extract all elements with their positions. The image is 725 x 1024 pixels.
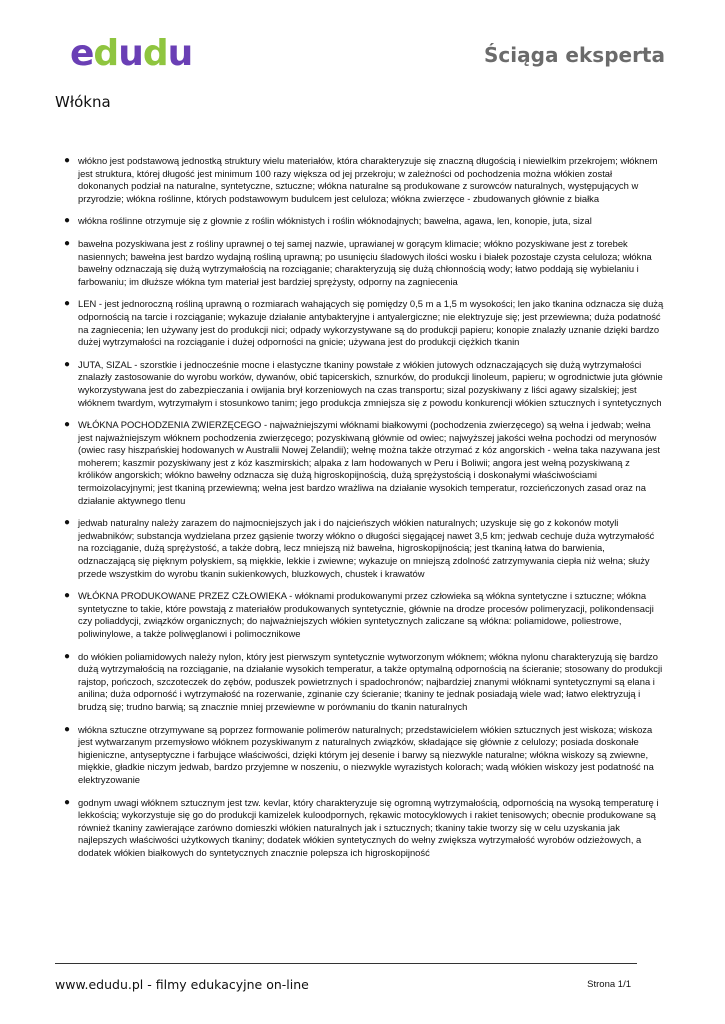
list-item-text: do włókien poliamidowych należy nylon, który jest pierwszym syntetycznie wytworzonym włóknem; włókna nylonu charakteryzują się bardzo dużą wytrzymałością na rozciąganie, na działanie wysokich temperatur, a także optymalną odpornością na ścieranie; stosowany do produkcji rajstop, pończoch, szczoteczek do zębów, poduszek powietrznych i spadochronów; najbardziej znanymi włóknami syntetycznymi są elana i anilina; duża odporność i wytrzymałość na rozerwanie, zginanie czy ścieranie; tkaniny te jednak posiadają wiele wad; łatwo elektryzują i brudzą się; trudno barwią; są znacznie mniej przewiewne w porównaniu do tkanin naturalnych — [78, 650, 663, 712]
bullet-list — [64, 155, 664, 860]
list-item — [64, 797, 664, 860]
list-item — [64, 215, 664, 228]
list-item-text: JUTA, SIZAL - szorstkie i jednocześnie mocne i elastyczne tkaniny powstałe z włókien jutowych odznaczających się dużą wytrzymałości znalazły zastosowanie do wyrobu worków, dywanów, obić tapicerskich, sznurków, do produkcji linoleum, papieru; w ogrodnictwie juta głównie wykorzystywana jest do zabezpieczania i owijania brył korzeniowych na czas transportu; sizal pozyskiwany z liści agawy sizalskiej; jest włóknem twardym, wytrzymałym i stosunkowo tanim; jego produkcja zmniejsza się z powodu konkurencji włókien sztucznych i syntetycznych — [78, 358, 663, 408]
bullet-icon: ● — [64, 796, 71, 808]
content — [64, 155, 664, 870]
bullet-icon: ● — [64, 419, 71, 431]
bullet-icon: ● — [64, 723, 71, 735]
list-item-text: bawełna pozyskiwana jest z rośliny uprawnej o tej samej nazwie, uprawianej w gorącym klimacie; włókno pozyskiwane jest z torebek nasiennych; bawełna jest bardzo wydajną rośliną uprawną; po usunięciu śladowych ilości wosku i białek pozostaje czysta celuloza; włókna bawełny odznaczają się dużą wytrzymałością na rozciąganie; charakteryzują się dużą chłonnością wody; łatwo poddają się wybielaniu i farbowaniu; im dłuższe włókna tym materiał jest bardziej sprężysty, odporny na zagniecenia — [78, 237, 652, 287]
list-item-text: LEN - jest jednoroczną rośliną uprawną o rozmiarach wahających się pomiędzy 0,5 m a 1,5 m wysokości; len jako tkanina odznacza się dużą odpornością na tarcie i rozciąganie; wykazuje działanie antybakteryjne i antyalergiczne; nie elektryzuje się; jest przewiewna; duża podatność na zagniecenia; len używany jest do produkcji nici; odpady wykorzystywane są do produkcji papieru; konopie znalazły uznanie dzięki bardzo dużej wytrzymałości na rozciąganie i dużej odporności na gnicie; używana jest do produkcji ciężkich tkanin — [78, 298, 664, 348]
bullet-icon: ● — [64, 298, 71, 310]
list-item-text: WŁÓKNA POCHODZENIA ZWIERZĘCEGO - najważniejszymi włóknami białkowymi (pochodzenia zwierzęcego) są wełna i jedwab; wełna jest najważniejszym włóknem pochodzenia zwierzęcego; pozyskiwaną głównie od owiec; najwyższej jakości wełna pochodzi od merynosów (owiec rasy hiszpańskiej hodowanych w Australii Nowej Zelandii); wełnę można także otrzymać z kóz angorskich - wełna taka nazywana jest moherem; kaszmir pozyskiwany jest z kóz kaszmirskich; alpaka z lam hodowanych w Peru i Boliwii; angora jest wełną pozyskiwaną z królików angorskich; włókno bawełny odznacza się dużą higroskopijnością, dużą sprężystością i doskonałymi właściwościami termoizolacyjnymi; jest tkaniną przewiewną; wełna jest bardzo wrażliwa na działanie wysokich temperatur, rozcieńczonych zasad oraz na działanie aktywnego tlenu — [78, 419, 661, 506]
list-item-text: włókna roślinne otrzymuje się z głownie z roślin włóknistych i roślin włóknodajnych; bawełna, agawa, len, konopie, juta, sizal — [78, 215, 592, 227]
list-item — [64, 359, 664, 409]
logo-letter: u — [118, 33, 143, 74]
list-item — [64, 651, 664, 714]
footer-divider — [55, 963, 637, 964]
list-item — [64, 517, 664, 580]
list-item-text: jedwab naturalny należy zarazem do najmocniejszych jak i do najcieńszych włókien naturalnych; uzyskuje się go z kokonów motyli jedwabników; substancja wydzielana przez gąsienie tworzy włókno o długości sięgającej nawet 3,5 km; jedwab cechuje duża wytrzymałość na rozciąganie, dużą sprężystość, a także dobrą, lecz mniejszą niż bawełna, higroskopijnością; jest tkaniną łatwa do barwienia, odznaczającą się pięknym połyskiem, są miękkie, lekkie i zwiewne; wykazuje on mniejszą zdolność zatrzymywania ciepła niż wełna; służy przede wszystkim do wyrobu tkanin sukienkowych, bluzkowych, chustek i krawatów — [78, 517, 655, 579]
logo-letter: d — [142, 33, 168, 74]
list-item-text: włókna sztuczne otrzymywane są poprzez formowanie polimerów naturalnych; przedstawicielem włókien sztucznych jest wiskoza; wiskoza jest wytwarzanym przemysłowo włóknem pozyskiwanym z naturalnych związków, składające się głównie z celulozy; posiada doskonałe higieniczne, antyseptyczne i farbujące właściwości, dzięki którym jej desenie i barwy są niezwykle naturalne; włókna wiskozy są zwiewne, miękkie, gładkie niczym jedwab, bardzo przyjemne w noszeniu, o niezwykle wyrazistych kolorach; wadą włókien wiskozy jest podatność na elektryzowanie — [78, 723, 654, 785]
list-item — [64, 298, 664, 348]
bullet-icon: ● — [64, 590, 71, 602]
logo-letter: u — [167, 33, 193, 74]
bullet-icon: ● — [64, 237, 71, 249]
list-item-text: WŁÓKNA PRODUKOWANE PRZEZ CZŁOWIEKA - włóknami produkowanymi przez człowieka są włókna syntetyczne i sztuczne; włókna syntetyczne to takie, które powstają z materiałów produkowanych syntetycznie, głównie na drodze procesów polimeryzacji, polikondensacji czy poliaddycji, związków organicznych; do najważniejszych włókien syntetycznych zaliczane są włókna: poliamidowe, poliestrowe, poliwinylowe, a także poliwęglanowi i polimocznikowe — [78, 590, 654, 639]
bullet-icon: ● — [64, 358, 71, 370]
list-item — [64, 724, 664, 787]
logo-letter: d — [93, 33, 119, 74]
list-item — [64, 155, 664, 205]
page-title: Włókna — [55, 93, 111, 111]
list-item — [64, 419, 664, 507]
bullet-icon: ● — [64, 517, 71, 529]
list-item-text: godnym uwagi włóknem sztucznym jest tzw. kevlar, który charakteryzuje się ogromną wytrzymałością, odpornością na wysoką temperaturę i lekkością; wykorzystuje się go do produkcji kamizelek kuloodpornych, rękawic motocyklowych i rakiet tenisowych; obecnie produkowane są również tkaniny zawierające zarówno domieszki włókien naturalnych jak i sztucznych; tkaniny takie tworzy się w celu uzyskania jak najlepszych właściwości użytkowych tkaniny; dodatek włókien syntetycznych do wełny zwiększa wytrzymałość wyrobów odzieżowych, a dodatek włókien białkowych do syntetycznych znacznie polepsza ich higroskopijność — [78, 796, 659, 858]
bullet-icon: ● — [64, 650, 71, 662]
list-item-text: włókno jest podstawową jednostką struktury wielu materiałów, która charakteryzuje się znaczną długością i niewielkim przekrojem; włóknem jest struktura, której długość jest minimum 100 razy większa od jej przekroju; w zależności od pochodzenia można włókien został dokonanych podział na naturalne, syntetyczne, sztuczne; włókna naturalne są produkowane z surowców naturalnych, występujących w przyrodzie; włókna roślinne, których podstawowym budulcem jest celuloza; włókna zwierzęce - zbudowanych głównie z białka — [78, 155, 658, 204]
header-tagline: Ściąga eksperta — [484, 43, 665, 67]
list-item — [64, 590, 664, 640]
edudu-logo[interactable] — [70, 33, 193, 74]
list-item — [64, 238, 664, 288]
logo-letter: e — [70, 33, 94, 74]
bullet-icon: ● — [64, 155, 71, 166]
bullet-icon: ● — [64, 215, 71, 227]
page-number: Strona 1/1 — [587, 979, 631, 990]
footer-website-text: www.edudu.pl - filmy edukacyjne on-line — [55, 977, 309, 992]
